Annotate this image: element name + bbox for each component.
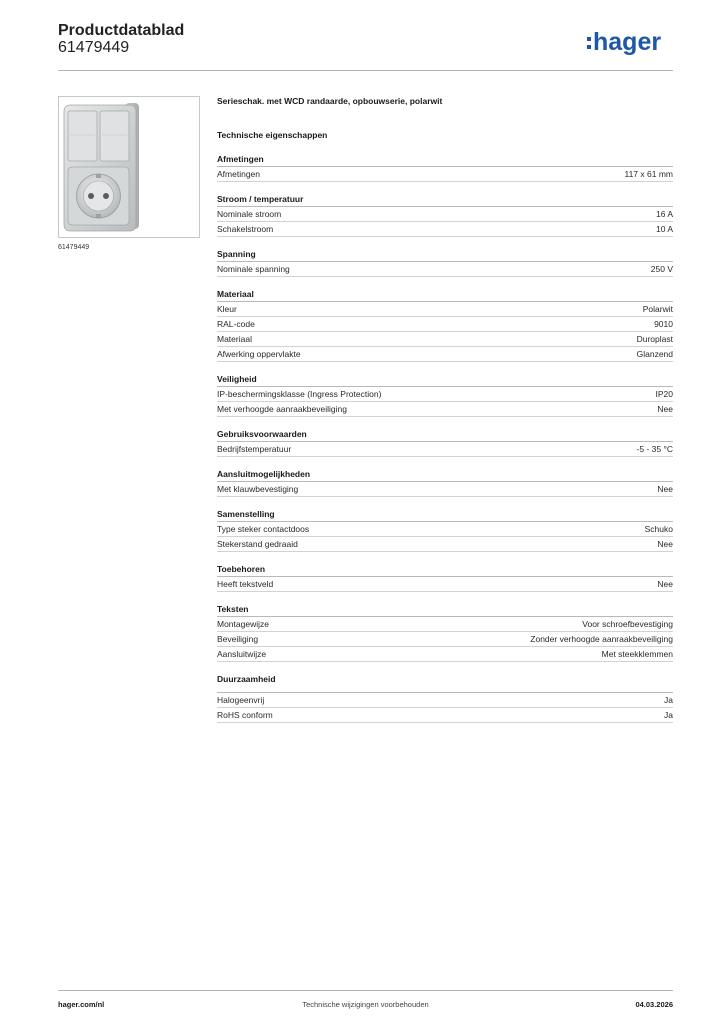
section-title: Samenstelling xyxy=(217,507,673,522)
property-row xyxy=(217,617,673,632)
property-value: 250 V xyxy=(650,264,673,274)
section-stroom-temperatuur xyxy=(217,192,673,237)
product-image xyxy=(58,96,200,238)
footer-date: 04.03.2026 xyxy=(635,1000,673,1009)
section-aansluitmogelijkheden xyxy=(217,467,673,497)
section-materiaal xyxy=(217,287,673,362)
property-row xyxy=(217,693,673,708)
page-header xyxy=(58,20,673,71)
section-toebehoren xyxy=(217,562,673,592)
property-value: -5 - 35 °C xyxy=(636,444,673,454)
property-label: RAL-code xyxy=(217,319,255,329)
property-label: Halogeenvrij xyxy=(217,695,265,705)
section-title: Stroom / temperatuur xyxy=(217,192,673,207)
property-row xyxy=(217,262,673,277)
section-title: Duurzaamheid xyxy=(217,672,673,693)
property-label: Heeft tekstveld xyxy=(217,579,274,589)
property-value: Voor schroefbevestiging xyxy=(582,619,673,629)
property-row xyxy=(217,522,673,537)
section-gebruiksvoorwaarden xyxy=(217,427,673,457)
footer-note: Technische wijzigingen voorbehouden xyxy=(302,1000,429,1009)
section-samenstelling xyxy=(217,507,673,552)
property-value: Nee xyxy=(657,484,673,494)
property-label: Aansluitwijze xyxy=(217,649,267,659)
property-row xyxy=(217,577,673,592)
property-value: Schuko xyxy=(644,524,673,534)
property-value: Polarwit xyxy=(642,304,673,314)
property-label: Met verhoogde aanraakbeveiliging xyxy=(217,404,347,414)
section-title: Afmetingen xyxy=(217,152,673,167)
property-label: RoHS conform xyxy=(217,710,273,720)
product-description: Serieschak. met WCD randaarde, opbouwserie, polarwit xyxy=(217,96,443,106)
property-value: Nee xyxy=(657,539,673,549)
property-value: Ja xyxy=(664,695,673,705)
section-title: Veiligheid xyxy=(217,372,673,387)
property-label: IP-beschermingsklasse (Ingress Protection) xyxy=(217,389,382,399)
image-caption: 61479449 xyxy=(58,244,90,251)
property-row xyxy=(217,167,673,182)
section-afmetingen xyxy=(217,152,673,182)
property-value: 9010 xyxy=(654,319,673,329)
section-title: Spanning xyxy=(217,247,673,262)
property-label: Beveiliging xyxy=(217,634,259,644)
properties-heading: Technische eigenschappen xyxy=(217,130,328,140)
section-duurzaamheid xyxy=(217,672,673,723)
property-label: Materiaal xyxy=(217,334,252,344)
document-title: Productdatablad xyxy=(58,22,185,39)
property-value: IP20 xyxy=(655,389,673,399)
svg-text:hager: hager xyxy=(593,28,662,56)
property-row xyxy=(217,537,673,552)
property-label: Montagewijze xyxy=(217,619,269,629)
properties-list xyxy=(217,152,673,723)
socket-switch-illustration xyxy=(59,97,199,237)
property-label: Stekerstand gedraaid xyxy=(217,539,298,549)
property-row xyxy=(217,332,673,347)
property-row xyxy=(217,708,673,723)
property-row xyxy=(217,302,673,317)
section-title: Teksten xyxy=(217,602,673,617)
property-label: Bedrijfstemperatuur xyxy=(217,444,292,454)
property-row xyxy=(217,207,673,222)
section-title: Aansluitmogelijkheden xyxy=(217,467,673,482)
property-label: Type steker contactdoos xyxy=(217,524,310,534)
property-value: Met steekklemmen xyxy=(601,649,673,659)
property-value: Zonder verhoogde aanraakbeveiliging xyxy=(530,634,673,644)
property-row xyxy=(217,402,673,417)
property-value: Nee xyxy=(657,404,673,414)
property-label: Met klauwbevestiging xyxy=(217,484,299,494)
property-row xyxy=(217,387,673,402)
page-footer xyxy=(58,990,673,1015)
property-label: Afwerking oppervlakte xyxy=(217,349,301,359)
section-title: Toebehoren xyxy=(217,562,673,577)
property-value: 117 x 61 mm xyxy=(624,169,673,179)
property-value: Ja xyxy=(664,710,673,720)
property-label: Nominale stroom xyxy=(217,209,282,219)
section-title: Gebruiksvoorwaarden xyxy=(217,427,673,442)
property-label: Kleur xyxy=(217,304,237,314)
property-value: 16 A xyxy=(655,209,673,219)
property-row xyxy=(217,647,673,662)
property-row xyxy=(217,482,673,497)
section-title: Materiaal xyxy=(217,287,673,302)
property-value: 10 A xyxy=(655,224,673,234)
property-row xyxy=(217,632,673,647)
document-number: 61479449 xyxy=(58,39,130,56)
property-value: Duroplast xyxy=(636,334,673,344)
section-veiligheid xyxy=(217,372,673,417)
property-row xyxy=(217,347,673,362)
section-teksten xyxy=(217,602,673,662)
property-row xyxy=(217,442,673,457)
property-value: Glanzend xyxy=(636,349,673,359)
property-row xyxy=(217,317,673,332)
section-spanning xyxy=(217,247,673,277)
product-details xyxy=(217,94,673,733)
hager-logo xyxy=(587,26,673,56)
property-label: Nominale spanning xyxy=(217,264,290,274)
property-row xyxy=(217,222,673,237)
property-label: Schakelstroom xyxy=(217,224,274,234)
property-label: Afmetingen xyxy=(217,169,260,179)
footer-website: hager.com/nl xyxy=(58,1000,105,1009)
property-value: Nee xyxy=(657,579,673,589)
